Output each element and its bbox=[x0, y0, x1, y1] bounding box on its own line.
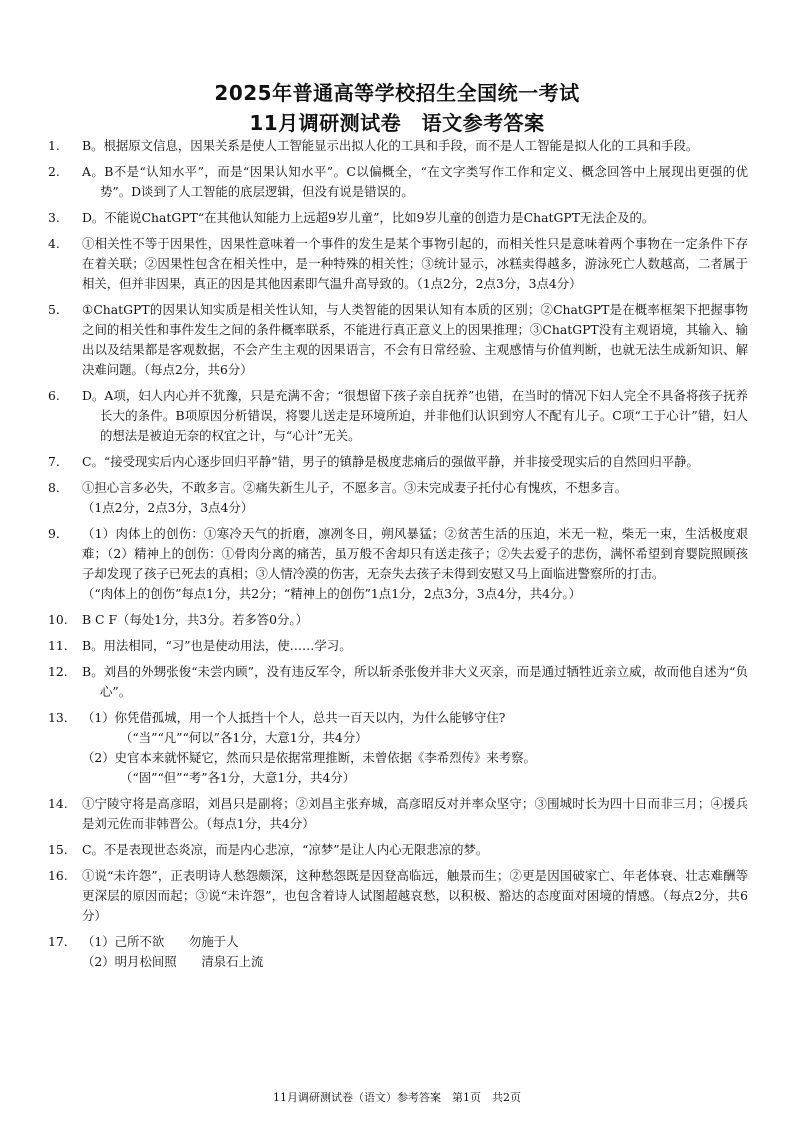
answer-item-9 bbox=[48, 524, 748, 604]
answer-number: 1. bbox=[48, 138, 60, 153]
answer-text: A。B不是“认知水平”，而是“因果认知水平”。C以偏概全，“在文字类写作工作和定义、概念回答中上展现出更强的优势”。D谈到了人工智能的底层逻辑，但没有说是错误的。 bbox=[82, 164, 748, 199]
answer-text: D。不能说ChatGPT“在其他认知能力上远超9岁儿童”，比如9岁儿童的创造力是ChatGPT无法企及的。 bbox=[82, 210, 655, 225]
answer-number: 3. bbox=[48, 210, 60, 225]
answer-number: 13. bbox=[48, 710, 68, 725]
answer-item-4 bbox=[48, 234, 748, 294]
answer-number: 14. bbox=[48, 796, 68, 811]
translation-2: （2）史官本来就怀疑它，然而只是依据常理推断，未曾依据《李希烈传》来考察。 bbox=[82, 750, 536, 765]
answer-key-title: 11月调研测试卷 语文参考答案 bbox=[249, 111, 545, 135]
answer-item-2 bbox=[48, 162, 748, 202]
score-note-2: （“固”“但”“考”各1分，大意1分，共4分） bbox=[120, 770, 356, 785]
score-note-1: （“当”“凡”“何以”各1分，大意1分，共4分） bbox=[120, 730, 368, 745]
answer-number: 9. bbox=[48, 526, 60, 541]
answer-text: ①担心言多必失，不敢多言。②痛失新生儿子，不愿多言。③未完成妻子托付心有愧疚，不想多言。 bbox=[82, 480, 628, 495]
answer-item-11 bbox=[48, 636, 748, 656]
answer-item-3 bbox=[48, 208, 748, 228]
answer-number: 8. bbox=[48, 480, 60, 495]
exam-title: 2025年普通高等学校招生全国统一考试 bbox=[214, 81, 580, 105]
score-note: （1点2分，2点3分，3点4分） bbox=[82, 500, 254, 515]
dictation-line-2: （2）明月松间照 清泉石上流 bbox=[82, 954, 264, 969]
answer-number: 6. bbox=[48, 388, 60, 403]
answer-number: 15. bbox=[48, 842, 68, 857]
answer-item-10 bbox=[48, 610, 748, 630]
answer-text: B C F（每处1分，共3分。若多答0分。） bbox=[82, 612, 308, 627]
answer-number: 11. bbox=[48, 638, 68, 653]
answer-item-14 bbox=[48, 794, 748, 834]
answer-item-1 bbox=[48, 136, 748, 156]
answer-number: 7. bbox=[48, 454, 60, 469]
answer-item-7 bbox=[48, 452, 748, 472]
answer-number: 17. bbox=[48, 934, 68, 949]
answer-number: 5. bbox=[48, 302, 60, 317]
answer-number: 4. bbox=[48, 236, 60, 251]
answer-number: 16. bbox=[48, 868, 68, 883]
answer-item-16 bbox=[48, 866, 748, 926]
answer-text: ①说“未许怨”，正表明诗人愁怨颇深，这种愁怨既是因登高临远，触景而生；②更是因国破家亡、年老体衰、壮志难酬等更深层的原因而起；③说“未许怨”，也包含着诗人试图超越哀愁，以积极、豁达的态度面对困境的情感。（每点2分，共6分） bbox=[82, 868, 748, 923]
score-note: （“肉体上的创伤”每点1分，共2分；“精神上的创伤”1点1分，2点3分，3点4分，共4分。） bbox=[82, 586, 581, 601]
answer-text: （1）肉体上的创伤：①寒冷天气的折磨，凛冽冬日，朔风暴猛；②贫苦生活的压迫，米无一粒，柴无一束，生活极度艰难；（2）精神上的创伤：①骨肉分离的痛苦，虽万般不舍却只有送走孩子；②失去爱子的悲伤，满怀希望到育婴院照顾孩子却发现了孩子已死去的真相；③人情冷漠的伤害，无奈失去孩子未得到安慰又马上面临进警察所的打击。 bbox=[82, 526, 748, 581]
answer-list bbox=[48, 136, 748, 978]
answer-item-17 bbox=[48, 932, 748, 972]
answer-text: ①相关性不等于因果性，因果性意味着一个事件的发生是某个事物引起的，而相关性只是意味着两个事物在一定条件下存在着关联；②因果性包含在相关性中，是一种特殊的相关性；③统计显示，冰糕卖得越多，游泳死亡人数越高，二者属于相关，但并非因果，真正的因是其他因素即气温升高导致的。（1点2分，2点3分，3点4分） bbox=[82, 236, 748, 291]
answer-number: 2. bbox=[48, 164, 60, 179]
answer-item-13 bbox=[48, 708, 748, 788]
answer-item-8 bbox=[48, 478, 748, 518]
answer-text: C。“接受现实后内心逐步回归平静”错，男子的镇静是极度悲痛后的强做平静，并非接受现实后的自然回归平静。 bbox=[82, 454, 699, 469]
answer-text: B。用法相同，“习”也是使动用法，使……学习。 bbox=[82, 638, 352, 653]
answer-text: C。不是表现世态炎凉，而是内心悲凉，“凉梦”是让人内心无限悲凉的梦。 bbox=[82, 842, 489, 857]
answer-text: B。刘昌的外甥张俊“未尝内顾”，没有违反军令，所以斩杀张俊并非大义灭亲，而是通过牺牲近亲立威，故而他自述为“负心”。 bbox=[82, 664, 748, 699]
answer-number: 12. bbox=[48, 664, 68, 679]
answer-text: ①宁陵守将是高彦昭，刘昌只是副将；②刘昌主张弃城，高彦昭反对并率众坚守；③围城时长为四十日而非三月；④援兵是刘元佐而非韩晋公。（每点1分，共4分） bbox=[82, 796, 748, 831]
answer-item-6 bbox=[48, 386, 748, 446]
answer-text: D。A项，妇人内心并不犹豫，只是充满不舍；“很想留下孩子亲自抚养”也错，在当时的情况下妇人完全不具备将孩子抚养长大的条件。B项原因分析错误，将婴儿送走是环境所迫，并非他们认识到穷人不配有儿子。C项“工于心计”错，妇人的想法是被迫无奈的权宜之计，与“心计”无关。 bbox=[82, 388, 748, 443]
translation-1: （1）你凭借孤城，用一个人抵挡十个人，总共一百天以内，为什么能够守住? bbox=[82, 710, 506, 725]
answer-text: B。根据原文信息，因果关系是使人工智能显示出拟人化的工具和手段，而不是人工智能是拟人化的工具和手段。 bbox=[82, 138, 699, 153]
answer-item-12 bbox=[48, 662, 748, 702]
page-footer: 11月调研测试卷（语文）参考答案 第1页 共2页 bbox=[273, 1091, 521, 1104]
answer-item-5 bbox=[48, 300, 748, 380]
dictation-line-1: （1）己所不欲 勿施于人 bbox=[82, 934, 239, 949]
answer-item-15 bbox=[48, 840, 748, 860]
page-header bbox=[0, 78, 794, 138]
answer-number: 10. bbox=[48, 612, 68, 627]
answer-text: ①ChatGPT的因果认知实质是相关性认知，与人类智能的因果认知有本质的区别；②ChatGPT是在概率框架下把握事物之间的相关性和事件发生之间的条件概率联系，不能进行真正意义上的因果推理；③ChatGPT没有主观语境，其输入、输出以及结果都是客观数据，不会产生主观的因果语言，不会有日常经验、主观感情与价值判断，也就无法生成新知识、解决难问题。（每点2分，共6分） bbox=[82, 302, 748, 377]
